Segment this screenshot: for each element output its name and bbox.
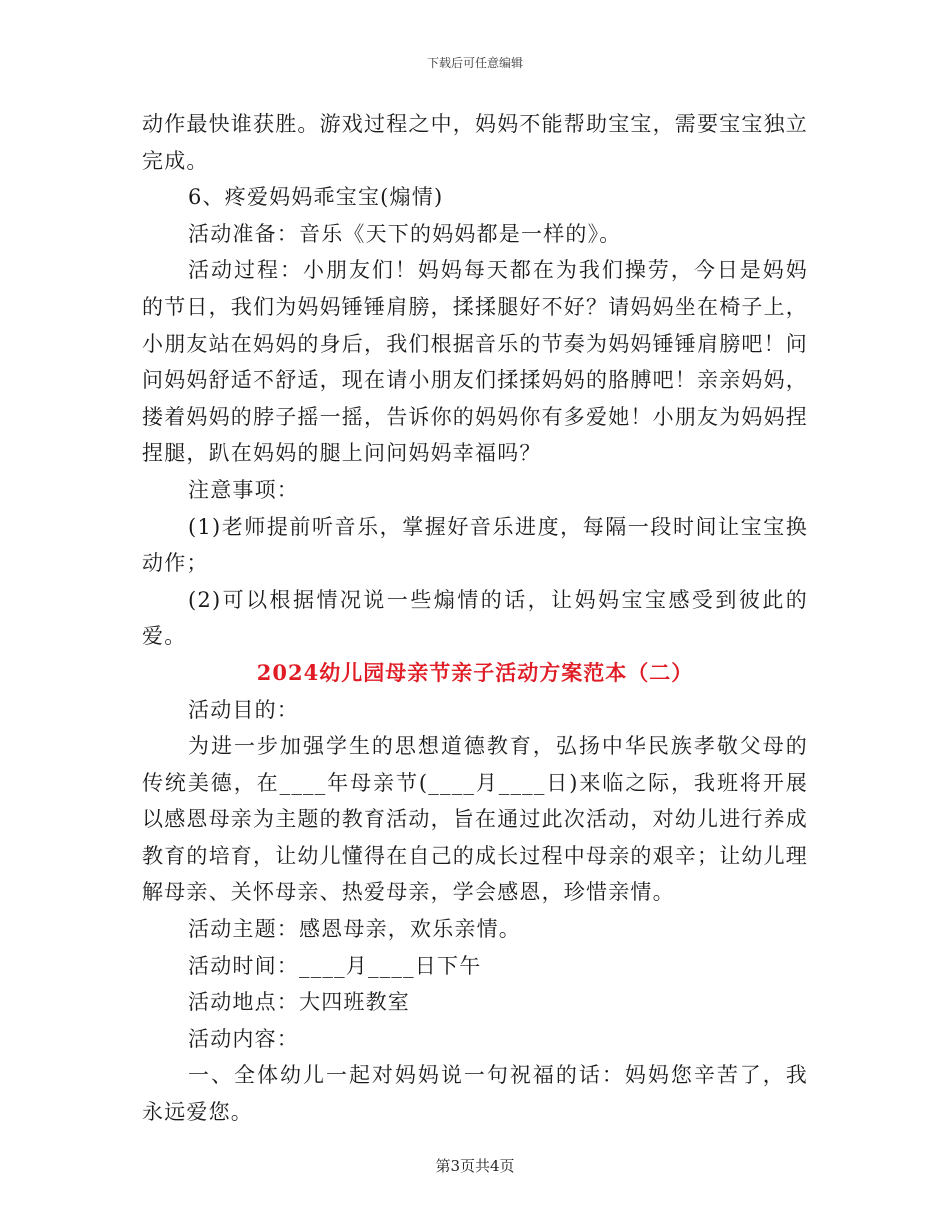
page-number: 第3页共4页: [435, 1157, 515, 1175]
activity-location: 活动地点：大四班教室: [188, 990, 410, 1015]
page-header-note: 下载后可任意编辑: [426, 56, 523, 70]
note-item-2: (2)可以根据情况说一些煽情的话，让妈妈宝宝感受到彼此的爱。: [142, 587, 808, 649]
paragraph-continuation: 动作最快谁获胜。游戏过程之中，妈妈不能帮助宝宝，需要宝宝独立完成。: [142, 112, 808, 173]
section-title-game-6: 6、疼爱妈妈乖宝宝(煽情): [188, 185, 444, 210]
activity-time: 活动时间：____月____日下午: [188, 953, 482, 978]
note-item-1: (1)老师提前听音乐，掌握好音乐进度，每隔一段时间让宝宝换动作；: [142, 514, 808, 576]
document-body: [142, 106, 808, 1131]
activity-goal-label: 活动目的：: [188, 697, 299, 722]
activity-process: 活动过程：小朋友们！妈妈每天都在为我们操劳，今日是妈妈的节日，我们为妈妈锤锤肩膀，揉揉腿好不好？请妈妈坐在椅子上，小朋友站在妈妈的身后，我们根据音乐的节奏为妈妈锤锤肩膀吧！问问妈妈舒适不舒适，现在请小朋友们揉揉妈妈的胳膊吧！亲亲妈妈，搂着妈妈的脖子摇一摇，告诉你的妈妈你有多爱她！小朋友为妈妈捏捏腿，趴在妈妈的腿上问问妈妈幸福吗？: [142, 258, 808, 466]
document-heading: 2024幼儿园母亲节亲子活动方案范本（二）: [256, 659, 694, 685]
notes-label: 注意事项：: [188, 477, 299, 502]
activity-content-item-1: 一、全体幼儿一起对妈妈说一句祝福的话：妈妈您辛苦了，我永远爱您。: [142, 1063, 808, 1125]
activity-content-label: 活动内容：: [188, 1026, 299, 1051]
activity-preparation: 活动准备：音乐《天下的妈妈都是一样的》。: [188, 221, 622, 246]
activity-goal-text: 为进一步加强学生的思想道德教育，弘扬中华民族孝敬父母的传统美德，在____年母亲节(____月____日)来临之际，我班将开展以感恩母亲为主题的教育活动，旨在通过此次活动，对幼儿进行养成教育的培育，让幼儿懂得在自己的成长过程中母亲的艰辛；让幼儿理解母亲、关怀母亲、热爱母亲，学会感恩，珍惜亲情。: [142, 734, 808, 905]
activity-theme: 活动主题：感恩母亲，欢乐亲情。: [188, 917, 521, 942]
